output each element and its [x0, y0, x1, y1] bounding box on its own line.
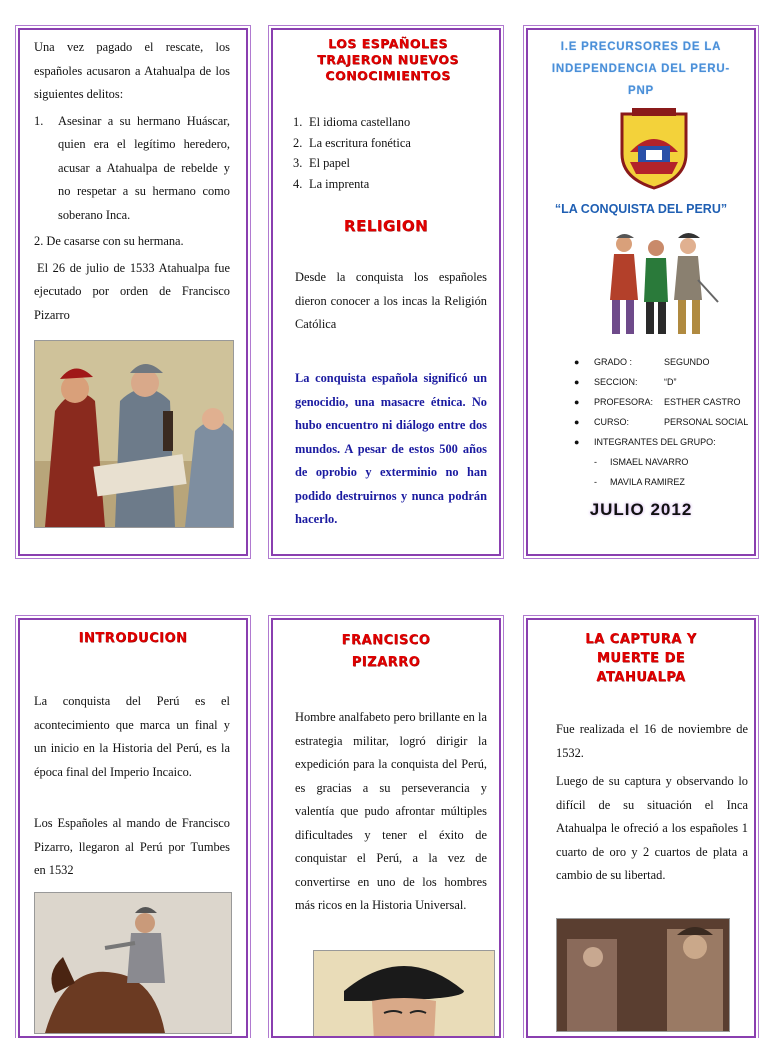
brochure-date: JULIO 2012: [589, 500, 693, 519]
panel-introduccion: [18, 618, 248, 1038]
pizarro-title: FRANCISCO PIZARRO: [341, 633, 431, 670]
info-row-curso: ● CURSO: PERSONAL SOCIAL: [574, 417, 749, 427]
delito-item-2: 2. De casarse con su hermana.: [34, 234, 184, 248]
captura-paragraph-2: Luego de su captura y observando lo difícil de su situación el Inca Atahualpa le ofreció a los españoles 1 cuarto de oro y 2 cuartos de plata a cambio de su libertad.: [556, 774, 748, 882]
panel-delitos: [18, 28, 248, 556]
panel-captura: [526, 618, 756, 1038]
captura-title: LA CAPTURA Y MUERTE DE ATAHUALPA: [585, 632, 697, 685]
execution-illustration: [34, 340, 234, 528]
info-row-profesora: ● PROFESORA: ESTHER CASTRO: [574, 397, 741, 407]
list-item: 2. La escritura fonética: [293, 135, 411, 150]
member-item: - MAVILA RAMIREZ: [594, 477, 685, 487]
list-item: 1. El idioma castellano: [293, 115, 411, 129]
intro-paragraph-1: La conquista del Perú es el acontecimiento que marca un final y un inicio en la Historia del Perú, es la época final del Imperio Incaico.: [34, 694, 230, 779]
brochure-title: “LA CONQUISTA DEL PERU”: [554, 202, 728, 216]
member-item: - ISMAEL NAVARRO: [594, 457, 689, 467]
pizarro-portrait: [313, 950, 495, 1038]
conquistadors-illustration: [594, 230, 720, 338]
info-row-integrantes: ● INTEGRANTES DEL GRUPO:: [574, 437, 716, 447]
info-row-seccion: ● SECCION: “D”: [574, 377, 677, 387]
intro-title: INTRODUCION: [78, 631, 188, 646]
knowledge-list: [293, 112, 483, 194]
delito-item-1: Asesinar a su hermano Huáscar, quien era el legítimo heredero, acusar a Atahualpa de rebelde y no respetar a su hermano como soberano Inca.: [58, 113, 230, 222]
delitos-intro: Una vez pagado el rescate, los españoles acusaron a Atahualpa de los siguientes delitos:: [34, 40, 230, 101]
info-row-grado: ● GRADO : SEGUNDO: [574, 357, 710, 367]
school-name: I.E PRECURSORES DE LA INDEPENDENCIA DEL PERU-PNP: [551, 41, 731, 97]
conquest-quote: La conquista española significó un genocidio, una masacre étnica. No hubo encuentro ni diálogo entre dos mundos. A pesar de estos 500 años de oprobio y exterminio no han podido destruirnos y nunca podrán hacerlo.: [295, 371, 487, 526]
school-shield-logo: [618, 106, 690, 190]
pizarro-horse-illustration: [34, 892, 232, 1034]
captura-paragraph-1: Fue realizada el 16 de noviembre de 1532.: [556, 722, 748, 760]
panel-cover: [526, 28, 756, 556]
atahualpa-illustration: [556, 918, 730, 1032]
execution-text: El 26 de julio de 1533 Atahualpa fue ejecutado por orden de Francisco Pizarro: [34, 260, 230, 322]
list-item: 3. El papel: [293, 156, 350, 170]
intro-paragraph-2: Los Españoles al mando de Francisco Pizarro, llegaron al Perú por Tumbes en 1532: [34, 816, 230, 877]
pizarro-text: Hombre analfabeto pero brillante en la estrategia militar, logró dirigir la expedición para la conquista del Perú, es gracias a su perseverancia y valentía que pudo afrontar múltiples dificultades y tener el éxito de conquistar el Perú, a la vez de convertirse en uno de los hombres más ricos en la Historia Universal.: [295, 710, 487, 912]
list-item: 4. La imprenta: [293, 176, 370, 191]
religion-text: Desde la conquista los españoles dieron conocer a los incas la Religión Católica: [295, 270, 487, 331]
info-list: [574, 352, 754, 492]
panel-pizarro: [271, 618, 501, 1038]
panel-conocimientos: [271, 28, 501, 556]
list-number: 1.: [34, 113, 44, 128]
religion-title: RELIGION: [343, 217, 429, 235]
conocimientos-title: LOS ESPAÑOLES TRAJERON NUEVOS CONOCIMIENTOS: [317, 36, 459, 83]
